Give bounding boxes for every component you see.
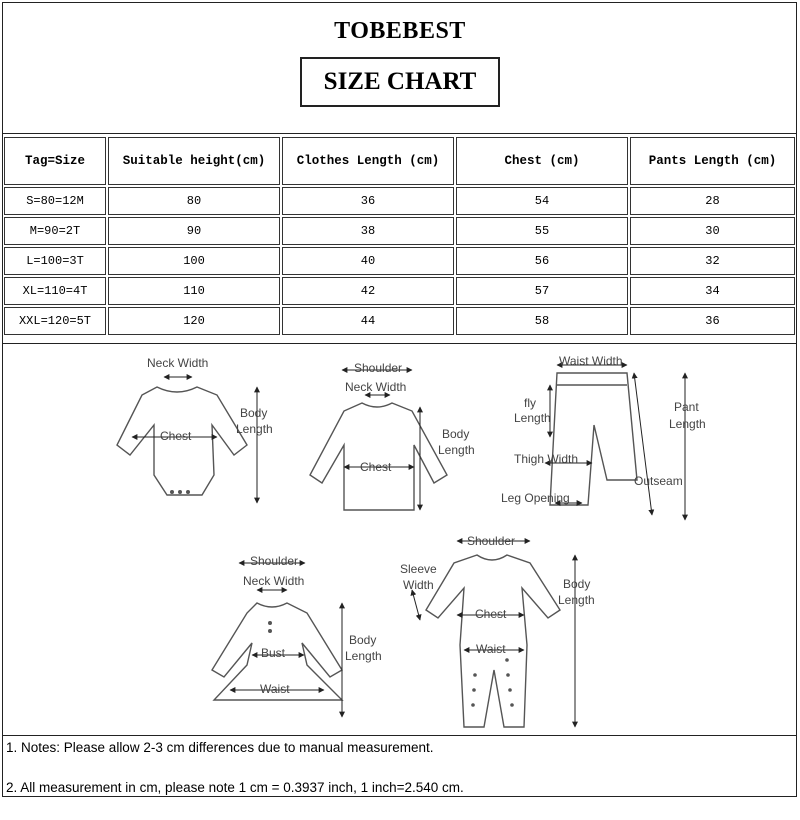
chest-label: Chest	[475, 607, 507, 621]
leg-opening-label: Leg Opening	[501, 491, 570, 505]
table-cell: XL=110=4T	[4, 277, 106, 305]
neck-width-label: Neck Width	[345, 380, 407, 394]
waist-label: Waist	[260, 682, 290, 696]
table-cell: 42	[282, 277, 454, 305]
waist-width-label: Waist Width	[559, 354, 623, 368]
note-line: 2. All measurement in cm, please note 1 cm = 0.3937 inch, 1 inch=2.540 cm.	[6, 780, 464, 795]
body-length-label-2: Length	[558, 593, 595, 607]
sleeve-width-label-2: Width	[403, 578, 434, 592]
bodysuit-diagram	[117, 356, 273, 503]
column-header: Suitable height(cm)	[108, 137, 280, 185]
waist-label: Waist	[476, 642, 506, 656]
table-cell: 30	[630, 217, 795, 245]
size-chart-title: SIZE CHART	[300, 57, 500, 107]
table-cell: 58	[456, 307, 628, 335]
brand-name: TOBEBEST	[334, 18, 466, 44]
outseam-label: Outseam	[634, 474, 683, 488]
body-length-label-2: Length	[345, 649, 382, 663]
table-row	[4, 217, 795, 245]
table-cell: 110	[108, 277, 280, 305]
table-cell: 40	[282, 247, 454, 275]
fly-length-label-2: Length	[514, 411, 551, 425]
bust-label: Bust	[261, 646, 286, 660]
table-row	[4, 277, 795, 305]
pant-length-label-2: Length	[669, 417, 706, 431]
table-header-row	[4, 137, 795, 185]
shirt-diagram	[310, 361, 475, 510]
table-cell: 120	[108, 307, 280, 335]
chest-label: Chest	[360, 460, 392, 474]
table-cell: 28	[630, 187, 795, 215]
table-cell: 55	[456, 217, 628, 245]
shoulder-label: Shoulder	[467, 534, 516, 548]
neck-width-label: Neck Width	[147, 356, 209, 370]
body-length-label: Body	[563, 577, 591, 591]
column-header: Clothes Length (cm)	[282, 137, 454, 185]
neck-width-label: Neck Width	[243, 574, 305, 588]
shoulder-label: Shoulder	[250, 554, 299, 568]
divider	[2, 133, 797, 134]
table-cell: 36	[630, 307, 795, 335]
fly-length-label: fly	[524, 396, 536, 410]
column-header: Tag=Size	[4, 137, 106, 185]
pants-diagram	[501, 354, 706, 520]
table-cell: 34	[630, 277, 795, 305]
column-header: Chest (cm)	[456, 137, 628, 185]
romper-diagram	[400, 534, 595, 727]
column-header: Pants Length (cm)	[630, 137, 795, 185]
table-cell: 32	[630, 247, 795, 275]
table-cell: 80	[108, 187, 280, 215]
size-table	[2, 135, 797, 337]
table-cell: L=100=3T	[4, 247, 106, 275]
table-cell: 36	[282, 187, 454, 215]
notes	[6, 740, 464, 820]
thigh-width-label: Thigh Width	[514, 452, 579, 466]
table-cell: 54	[456, 187, 628, 215]
table-row	[4, 247, 795, 275]
body-length-label-2: Length	[236, 422, 273, 436]
body-length-label: Body	[349, 633, 377, 647]
table-cell: 90	[108, 217, 280, 245]
table-cell: 56	[456, 247, 628, 275]
shoulder-label: Shoulder	[354, 361, 403, 375]
body-length-label-2: Length	[438, 443, 475, 457]
measurement-diagrams	[2, 345, 797, 735]
pant-length-label: Pant	[674, 400, 699, 414]
table-cell: 44	[282, 307, 454, 335]
body-length-label: Body	[442, 427, 470, 441]
divider	[2, 735, 797, 736]
note-line: 1. Notes: Please allow 2-3 cm differences due to manual measurement.	[6, 740, 434, 755]
table-row	[4, 187, 795, 215]
table-cell: 57	[456, 277, 628, 305]
body-length-label: Body	[240, 406, 268, 420]
table-cell: XXL=120=5T	[4, 307, 106, 335]
dress-diagram	[212, 554, 382, 717]
chest-label: Chest	[160, 429, 192, 443]
table-cell: 100	[108, 247, 280, 275]
sleeve-width-label: Sleeve	[400, 562, 437, 576]
divider	[2, 343, 797, 344]
table-cell: 38	[282, 217, 454, 245]
table-row	[4, 307, 795, 335]
table-cell: M=90=2T	[4, 217, 106, 245]
diagrams-svg	[2, 345, 797, 735]
table-cell: S=80=12M	[4, 187, 106, 215]
